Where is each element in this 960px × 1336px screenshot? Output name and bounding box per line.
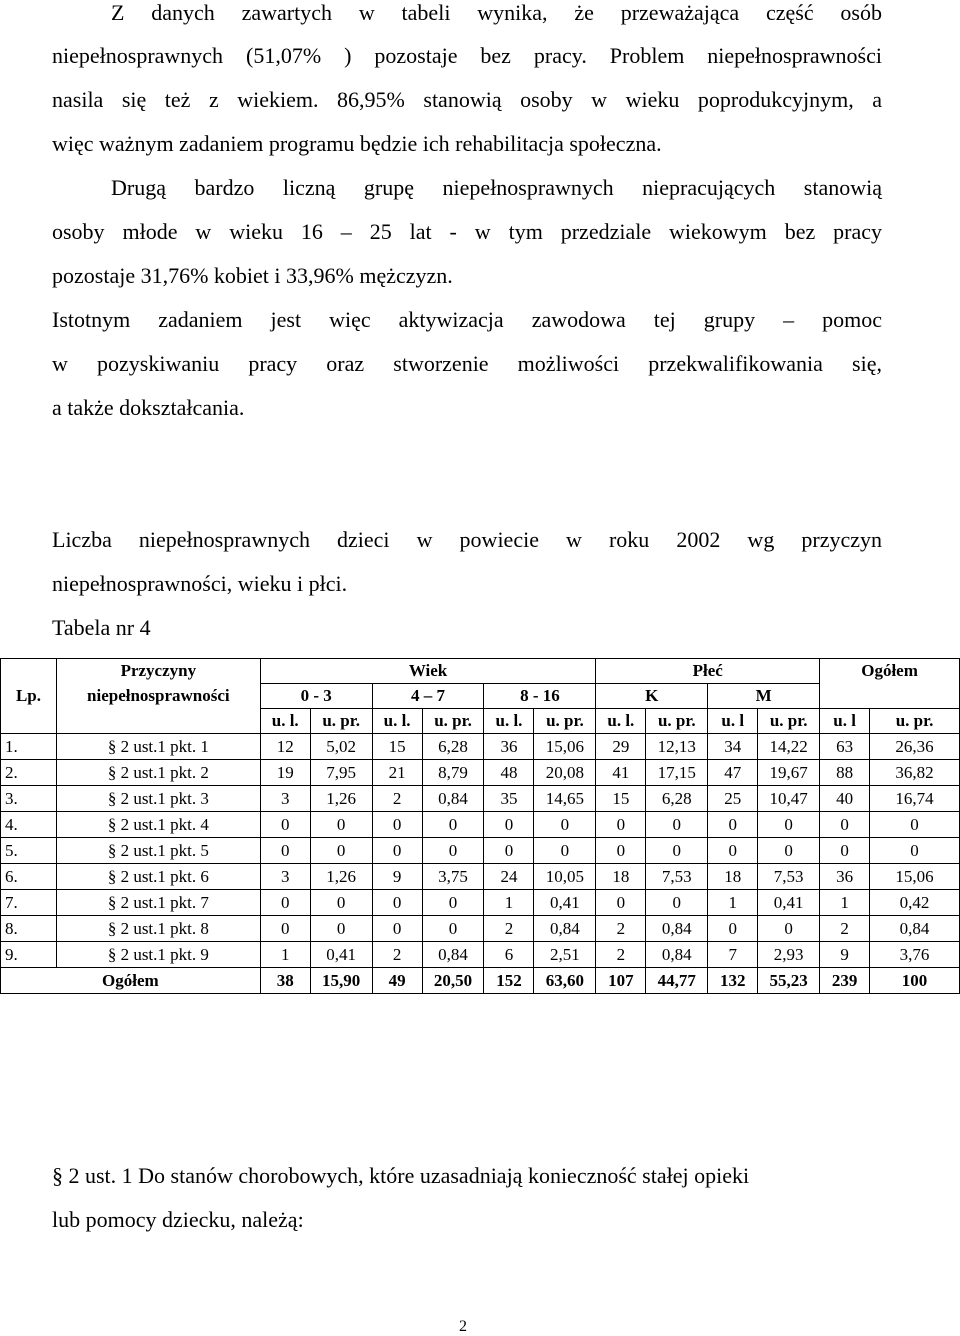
cell-lp: 4. — [1, 812, 57, 838]
cell-lp: 3. — [1, 786, 57, 812]
cell-value: 0,84 — [870, 916, 960, 942]
header-sub: u. pr. — [870, 709, 960, 734]
cell-value: 6 — [484, 942, 534, 968]
header-empty — [56, 709, 260, 734]
cell-value: 0 — [870, 812, 960, 838]
header-cause: Przyczyny — [56, 659, 260, 684]
table-row — [1, 838, 960, 864]
cell-value: 0 — [310, 812, 372, 838]
paragraph-line: pozostaje 31,76% kobiet i 33,96% mężczyzn. — [52, 263, 453, 288]
cell-total: 20,50 — [422, 968, 484, 994]
cell-total-label: Ogółem — [1, 968, 261, 994]
cell-value: 0 — [708, 916, 758, 942]
cell-value: 48 — [484, 760, 534, 786]
cell-value: 0 — [870, 838, 960, 864]
cell-value: 16,74 — [870, 786, 960, 812]
cell-value: 0 — [310, 916, 372, 942]
header-age: 0 - 3 — [260, 684, 372, 709]
table-row — [1, 864, 960, 890]
cell-value: 0 — [310, 890, 372, 916]
cell-value: 24 — [484, 864, 534, 890]
cell-cause: § 2 ust.1 pkt. 1 — [56, 734, 260, 760]
cell-cause: § 2 ust.1 pkt. 5 — [56, 838, 260, 864]
table-row — [1, 942, 960, 968]
cell-total: 55,23 — [758, 968, 820, 994]
cell-value: 12 — [260, 734, 310, 760]
cell-value: 0,84 — [422, 786, 484, 812]
paragraph-line: Z danych zawartych w tabeli wynika, że przeważająca część osób — [111, 0, 882, 25]
cell-lp: 1. — [1, 734, 57, 760]
cell-value: 18 — [708, 864, 758, 890]
cell-value: 0,84 — [422, 942, 484, 968]
table-row — [1, 734, 960, 760]
cell-value: 20,08 — [534, 760, 596, 786]
header-sub: u. pr. — [646, 709, 708, 734]
table-header-row — [1, 659, 960, 684]
cell-value: 0,42 — [870, 890, 960, 916]
cell-value: 5,02 — [310, 734, 372, 760]
paragraph-line: osoby młode w wieku 16 – 25 lat - w tym przedziale wiekowym bez pracy — [52, 219, 882, 244]
cell-value: 2 — [820, 916, 870, 942]
table-subheader-row — [1, 709, 960, 734]
header-sub: u. l. — [260, 709, 310, 734]
cell-total: 15,90 — [310, 968, 372, 994]
header-age: 8 - 16 — [484, 684, 596, 709]
cell-value: 2,51 — [534, 942, 596, 968]
cell-total: 49 — [372, 968, 422, 994]
cell-cause: § 2 ust.1 pkt. 9 — [56, 942, 260, 968]
cell-value: 41 — [596, 760, 646, 786]
table-row — [1, 916, 960, 942]
cell-lp: 9. — [1, 942, 57, 968]
cell-value: 15 — [372, 734, 422, 760]
header-sub: u. l. — [596, 709, 646, 734]
cell-value: 7 — [708, 942, 758, 968]
cell-value: 0,41 — [758, 890, 820, 916]
header-sub: u. pr. — [310, 709, 372, 734]
cell-value: 29 — [596, 734, 646, 760]
cell-value: 15 — [596, 786, 646, 812]
cell-value: 19 — [260, 760, 310, 786]
header-sub: u. pr. — [534, 709, 596, 734]
cell-value: 1 — [708, 890, 758, 916]
cell-value: 17,15 — [646, 760, 708, 786]
cell-value: 2 — [596, 916, 646, 942]
cell-total: 63,60 — [534, 968, 596, 994]
cell-value: 0 — [484, 812, 534, 838]
cell-total: 44,77 — [646, 968, 708, 994]
cell-value: 0 — [534, 812, 596, 838]
cell-cause: § 2 ust.1 pkt. 8 — [56, 916, 260, 942]
cell-value: 9 — [820, 942, 870, 968]
paragraph-line: w pozyskiwaniu pracy oraz stworzenie możliwości przekwalifikowania się, — [52, 351, 882, 376]
paragraph-line: niepełnosprawnych (51,07% ) pozostaje bez pracy. Problem niepełnosprawności — [52, 43, 882, 68]
cell-value: 10,47 — [758, 786, 820, 812]
cell-value: 0 — [310, 838, 372, 864]
cell-lp: 6. — [1, 864, 57, 890]
cell-value: 0 — [422, 812, 484, 838]
header-sub: u. l. — [372, 709, 422, 734]
cell-value: 15,06 — [870, 864, 960, 890]
header-cause: niepełnosprawności — [56, 684, 260, 709]
page-number: 2 — [459, 1318, 467, 1335]
table-caption: niepełnosprawności, wieku i płci. — [52, 571, 348, 596]
header-sex: M — [708, 684, 820, 709]
header-lp: Lp. — [1, 659, 57, 734]
cell-value: 0,41 — [310, 942, 372, 968]
cell-total: 38 — [260, 968, 310, 994]
header-plec: Płeć — [596, 659, 820, 684]
table-total-row — [1, 968, 960, 994]
cell-value: 14,65 — [534, 786, 596, 812]
cell-lp: 8. — [1, 916, 57, 942]
cell-value: 7,53 — [758, 864, 820, 890]
cell-value: 0 — [372, 812, 422, 838]
cell-value: 0 — [708, 838, 758, 864]
cell-value: 0 — [758, 812, 820, 838]
cell-lp: 7. — [1, 890, 57, 916]
cell-value: 88 — [820, 760, 870, 786]
table-row — [1, 760, 960, 786]
cell-value: 7,53 — [646, 864, 708, 890]
cell-cause: § 2 ust.1 pkt. 2 — [56, 760, 260, 786]
cell-value: 0 — [260, 812, 310, 838]
cell-value: 19,67 — [758, 760, 820, 786]
table-row — [1, 812, 960, 838]
cell-value: 0 — [708, 812, 758, 838]
cell-value: 2 — [372, 942, 422, 968]
cell-value: 35 — [484, 786, 534, 812]
cell-value: 1,26 — [310, 864, 372, 890]
paragraph-line: Istotnym zadaniem jest więc aktywizacja zawodowa tej grupy – pomoc — [52, 307, 882, 332]
cell-value: 14,22 — [758, 734, 820, 760]
cell-value: 0 — [596, 812, 646, 838]
cell-value: 0 — [422, 838, 484, 864]
cell-lp: 2. — [1, 760, 57, 786]
cell-value: 1 — [820, 890, 870, 916]
cell-value: 34 — [708, 734, 758, 760]
header-sub: u. l — [708, 709, 758, 734]
cell-value: 18 — [596, 864, 646, 890]
cell-value: 0 — [372, 890, 422, 916]
cell-value: 0 — [534, 838, 596, 864]
cell-value: 6,28 — [646, 786, 708, 812]
header-empty — [820, 684, 960, 709]
table-label: Tabela nr 4 — [52, 615, 151, 640]
cell-value: 7,95 — [310, 760, 372, 786]
cell-total: 107 — [596, 968, 646, 994]
cell-value: 3,76 — [870, 942, 960, 968]
cell-value: 2 — [372, 786, 422, 812]
cell-value: 0 — [596, 890, 646, 916]
footer-paragraph: § 2 ust. 1 Do stanów chorobowych, które uzasadniają konieczność stałej opieki — [52, 1163, 750, 1188]
cell-value: 47 — [708, 760, 758, 786]
cell-value: 0 — [646, 812, 708, 838]
cell-value: 3 — [260, 786, 310, 812]
table-row — [1, 890, 960, 916]
cell-value: 0 — [372, 916, 422, 942]
paragraph-line: nasila się też z wiekiem. 86,95% stanowią osoby w wieku poprodukcyjnym, a — [52, 87, 882, 112]
footer-paragraph: lub pomocy dziecku, należą: — [52, 1207, 304, 1232]
header-age: 4 – 7 — [372, 684, 484, 709]
cell-value: 8,79 — [422, 760, 484, 786]
cell-value: 9 — [372, 864, 422, 890]
cell-value: 0 — [372, 838, 422, 864]
cell-value: 0,84 — [646, 916, 708, 942]
cell-value: 0 — [646, 838, 708, 864]
header-sub: u. pr. — [422, 709, 484, 734]
cell-value: 0 — [758, 838, 820, 864]
cell-value: 0,84 — [534, 916, 596, 942]
header-sub: u. pr. — [758, 709, 820, 734]
header-sex: K — [596, 684, 708, 709]
cell-cause: § 2 ust.1 pkt. 7 — [56, 890, 260, 916]
cell-total: 239 — [820, 968, 870, 994]
cell-value: 2 — [484, 916, 534, 942]
cell-value: 10,05 — [534, 864, 596, 890]
cell-value: 0 — [596, 838, 646, 864]
cell-value: 36 — [820, 864, 870, 890]
table-header-row — [1, 684, 960, 709]
cell-value: 26,36 — [870, 734, 960, 760]
cell-value: 21 — [372, 760, 422, 786]
paragraph-line: a także dokształcania. — [52, 395, 245, 420]
table-row — [1, 786, 960, 812]
cell-value: 40 — [820, 786, 870, 812]
cell-value: 0 — [484, 838, 534, 864]
cell-value: 1,26 — [310, 786, 372, 812]
cell-value: 0,84 — [646, 942, 708, 968]
cell-cause: § 2 ust.1 pkt. 4 — [56, 812, 260, 838]
cell-value: 0 — [422, 890, 484, 916]
paragraph-line: Drugą bardzo liczną grupę niepełnosprawnych niepracujących stanowią — [111, 175, 882, 200]
cell-value: 3,75 — [422, 864, 484, 890]
cell-value: 12,13 — [646, 734, 708, 760]
cell-total: 100 — [870, 968, 960, 994]
cell-value: 0 — [820, 812, 870, 838]
cell-value: 1 — [484, 890, 534, 916]
header-sub: u. l. — [484, 709, 534, 734]
cell-cause: § 2 ust.1 pkt. 3 — [56, 786, 260, 812]
table-caption: Liczba niepełnosprawnych dzieci w powiecie w roku 2002 wg przyczyn — [52, 527, 882, 552]
header-ogolem: Ogółem — [820, 659, 960, 684]
cell-value: 0 — [260, 890, 310, 916]
cell-value: 36,82 — [870, 760, 960, 786]
cell-value: 1 — [260, 942, 310, 968]
cell-value: 6,28 — [422, 734, 484, 760]
cell-value: 0 — [260, 838, 310, 864]
cell-value: 0 — [422, 916, 484, 942]
header-wiek: Wiek — [260, 659, 596, 684]
cell-value: 25 — [708, 786, 758, 812]
cell-value: 2,93 — [758, 942, 820, 968]
cell-value: 36 — [484, 734, 534, 760]
cell-cause: § 2 ust.1 pkt. 6 — [56, 864, 260, 890]
cell-total: 152 — [484, 968, 534, 994]
cell-lp: 5. — [1, 838, 57, 864]
cell-total: 132 — [708, 968, 758, 994]
cell-value: 0 — [820, 838, 870, 864]
cell-value: 15,06 — [534, 734, 596, 760]
paragraph-line: więc ważnym zadaniem programu będzie ich rehabilitacja społeczna. — [52, 131, 662, 156]
cell-value: 63 — [820, 734, 870, 760]
disability-table — [0, 658, 960, 994]
cell-value: 0,41 — [534, 890, 596, 916]
cell-value: 3 — [260, 864, 310, 890]
cell-value: 0 — [260, 916, 310, 942]
cell-value: 0 — [646, 890, 708, 916]
header-sub: u. l — [820, 709, 870, 734]
cell-value: 2 — [596, 942, 646, 968]
cell-value: 0 — [758, 916, 820, 942]
